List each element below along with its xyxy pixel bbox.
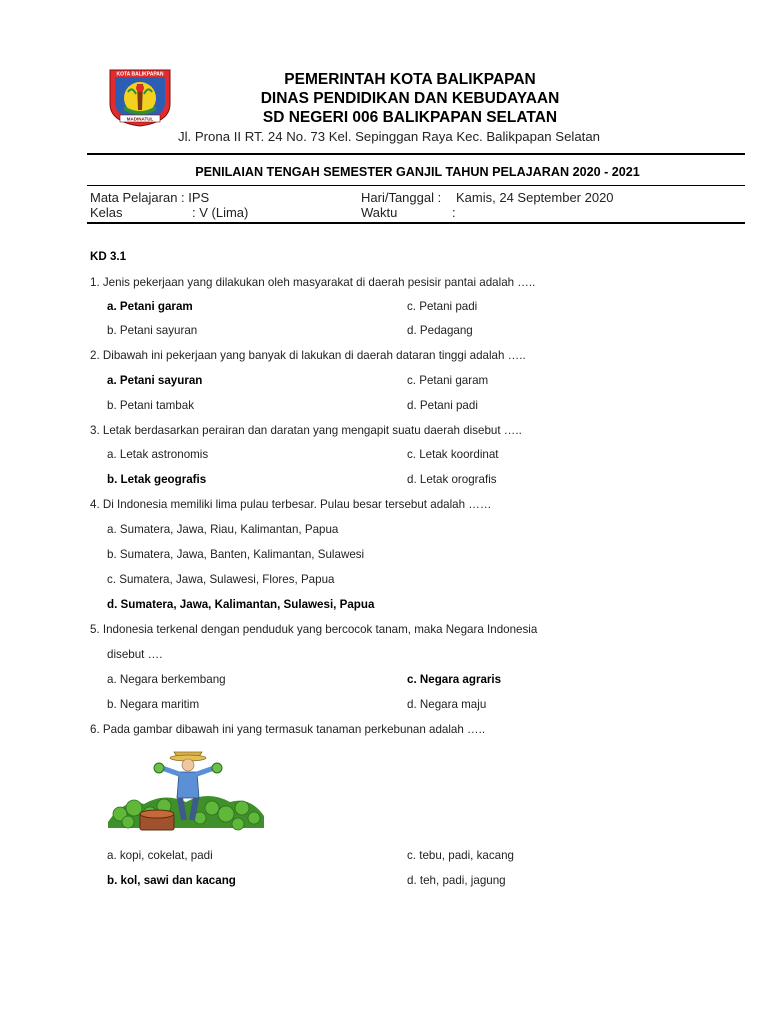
q4-option-b: b. Sumatera, Jawa, Banten, Kalimantan, Sulawesi — [107, 548, 365, 561]
question-5: 5. Indonesia terkenal dengan penduduk yang bercocok tanam, maka Negara Indonesia — [90, 623, 538, 636]
q2-option-a: a. Petani sayuran — [107, 374, 203, 387]
header-line-2: DINAS PENDIDIKAN DAN KEBUDAYAAN — [260, 90, 560, 107]
q2-option-b: b. Petani tambak — [107, 399, 195, 412]
day-value: Kamis, 24 September 2020 — [456, 190, 614, 205]
q4-option-a: a. Sumatera, Jawa, Riau, Kalimantan, Papua — [107, 523, 339, 536]
q3-option-d: d. Letak orografis — [407, 473, 497, 486]
logo-top-text: KOTA BALIKPAPAN — [116, 71, 164, 78]
question-2: 2. Dibawah ini pekerjaan yang banyak di lakukan di daerah dataran tinggi adalah ….. — [90, 349, 526, 362]
q1-option-d: d. Pedagang — [407, 324, 473, 337]
q2-option-c: c. Petani garam — [407, 374, 489, 387]
q6-option-c: c. tebu, padi, kacang — [407, 849, 514, 862]
time-value: : — [452, 205, 456, 220]
class-label: Kelas — [90, 205, 123, 220]
q1-option-c: c. Petani padi — [407, 300, 478, 313]
q3-option-b: b. Letak geografis — [107, 473, 207, 486]
header-line-1: PEMERINTAH KOTA BALIKPAPAN — [284, 71, 536, 88]
meta-divider — [87, 222, 745, 224]
subject-label: Mata Pelajaran : IPS — [90, 190, 210, 205]
question-5-cont: disebut …. — [107, 648, 163, 661]
time-label: Waktu — [361, 205, 398, 220]
title-divider — [87, 185, 745, 186]
school-logo — [106, 66, 174, 128]
question-6: 6. Pada gambar dibawah ini yang termasuk tanaman perkebunan adalah ….. — [90, 723, 486, 736]
school-address: Jl. Prona II RT. 24 No. 73 Kel. Sepinggan Raya Kec. Balikpapan Selatan — [178, 129, 601, 144]
header-line-3: SD NEGERI 006 BALIKPAPAN SELATAN — [262, 109, 558, 126]
q4-option-d: d. Sumatera, Jawa, Kalimantan, Sulawesi, Papua — [107, 598, 375, 611]
kd-label: KD 3.1 — [90, 250, 127, 263]
q3-option-c: c. Letak koordinat — [407, 448, 499, 461]
question-1: 1. Jenis pekerjaan yang dilakukan oleh masyarakat di daerah pesisir pantai adalah ….. — [90, 276, 536, 289]
question-3: 3. Letak berdasarkan perairan dan daratan yang mengapit suatu daerah disebut ….. — [90, 424, 522, 437]
q5-option-b: b. Negara maritim — [107, 698, 200, 711]
q1-option-a: a. Petani garam — [107, 300, 193, 313]
logo-bottom-text: MADINATUL — [126, 116, 154, 122]
question-4: 4. Di Indonesia memiliki lima pulau terbesar. Pulau besar tersebut adalah …… — [90, 498, 492, 511]
class-value: : V (Lima) — [192, 205, 249, 220]
header-divider — [87, 153, 745, 155]
q1-option-b: b. Petani sayuran — [107, 324, 198, 337]
q6-option-a: a. kopi, cokelat, padi — [107, 849, 213, 862]
q2-option-d: d. Petani padi — [407, 399, 478, 412]
q6-option-b: b. kol, sawi dan kacang — [107, 874, 236, 887]
farmer-vegetable-illustration — [104, 748, 268, 834]
q3-option-a: a. Letak astronomis — [107, 448, 209, 461]
q5-option-c: c. Negara agraris — [407, 673, 502, 686]
day-label: Hari/Tanggal : — [361, 190, 442, 205]
q4-option-c: c. Sumatera, Jawa, Sulawesi, Flores, Papua — [107, 573, 335, 586]
q5-option-a: a. Negara berkembang — [107, 673, 226, 686]
q6-option-d: d. teh, padi, jagung — [407, 874, 506, 887]
q5-option-d: d. Negara maju — [407, 698, 487, 711]
exam-title: PENILAIAN TENGAH SEMESTER GANJIL TAHUN PELAJARAN 2020 - 2021 — [195, 165, 640, 179]
